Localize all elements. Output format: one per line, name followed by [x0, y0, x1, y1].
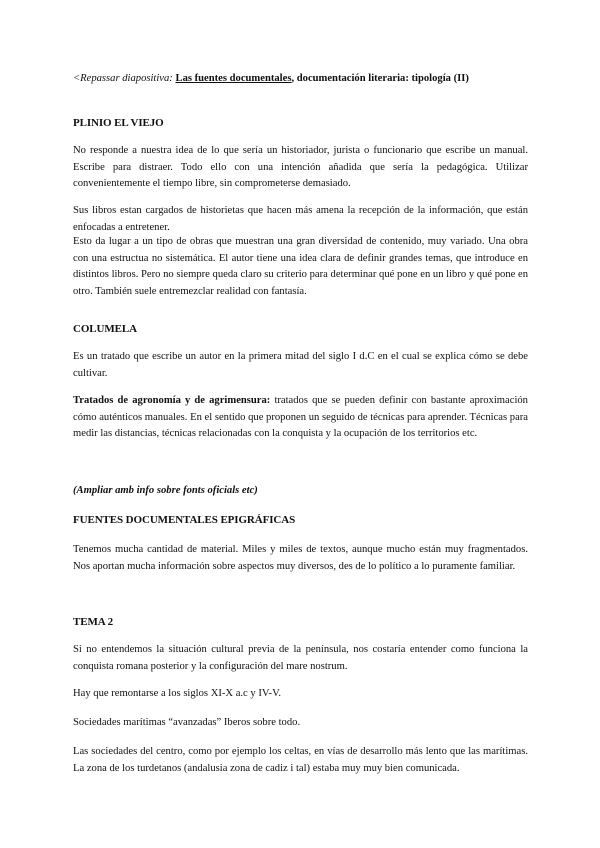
tema2-paragraph-2: Hay que remontarse a los siglos XI-X a.c y IV-V. [73, 688, 282, 699]
columela-paragraph-2-text: tratados que se pueden definir con bastante aproximación cómo auténticos manuales. En el sentido que proponen un seguido de técnicas para aprender. Técnicas para medir las distancias, técnicas relacionadas con la conquista y la ocupación de los territorios etc. [73, 395, 528, 439]
intro-rest: , documentación literaria: tipología (II) [291, 73, 469, 84]
heading-tema2: TEMA 2 [73, 616, 114, 628]
heading-columela: COLUMELA [73, 323, 137, 335]
tema2-paragraph-4: Las sociedades del centro, como por ejemplo los celtas, en vías de desarrollo más lento que las marítimas. La zona de los turdetanos (andalusia zona de cadiz i tal) estaba muy muy bien comunicada. [73, 746, 528, 774]
intro-prefix: <Repassar diapositiva: [73, 73, 176, 84]
columela-paragraph-1: Es un tratado que escribe un autor en la primera mitad del siglo I d.C en el cual se explica cómo se debe cultivar. [73, 351, 528, 379]
plinio-paragraph-2: Sus libros estan cargados de historietas que hacen más amena la recepción de la información, que están enfocadas a entretener. [73, 205, 528, 233]
epigraficas-paragraph-1: Tenemos mucha cantidad de material. Miles y miles de textos, aunque mucho están muy fragmentados. Nos aportan mucha información sobre aspectos muy diversos, des de lo político a lo puramente familiar. [73, 544, 528, 572]
heading-epigraficas: FUENTES DOCUMENTALES EPIGRÁFICAS [73, 514, 296, 526]
columela-paragraph-2 [73, 393, 528, 443]
plinio-paragraph-1: No responde a nuestra idea de lo que sería un historiador, jurista o funcionario que escribe un manual. Escribe para distraer. Todo ello con una intención añadida que sería la pedagógica. Utilizar convenientemente el tiempo libre, sin comprometerse demasiado. [73, 145, 528, 189]
intro-link[interactable]: Las fuentes documentales [175, 73, 292, 84]
heading-plinio: PLINIO EL VIEJO [73, 117, 164, 129]
note-line: (Ampliar amb info sobre fonts oficials etc) [73, 485, 258, 496]
intro-line [73, 71, 528, 88]
tema2-paragraph-1: Si no entendemos la situación cultural previa de la península, nos costaría entender como funciona la conquista romana posterior y la configuración del mare nostrum. [73, 644, 528, 672]
columela-bold-lead: Tratados de agronomía y de agrimensura: [73, 395, 271, 406]
tema2-paragraph-3: Sociedades marítimas “avanzadas” Iberos sobre todo. [73, 717, 301, 728]
plinio-paragraph-3: Esto da lugar a un tipo de obras que muestran una gran diversidad de contenido, muy variado. Una obra con una estructua no sistemática. El autor tiene una idea clara de definir grandes temas, que introduce en distintos libros. Pero no siempre queda claro su criterio para determinar qué pone en un libro y qué pone en otro. También suele entremezclar realidad con fantasía. [73, 236, 528, 297]
